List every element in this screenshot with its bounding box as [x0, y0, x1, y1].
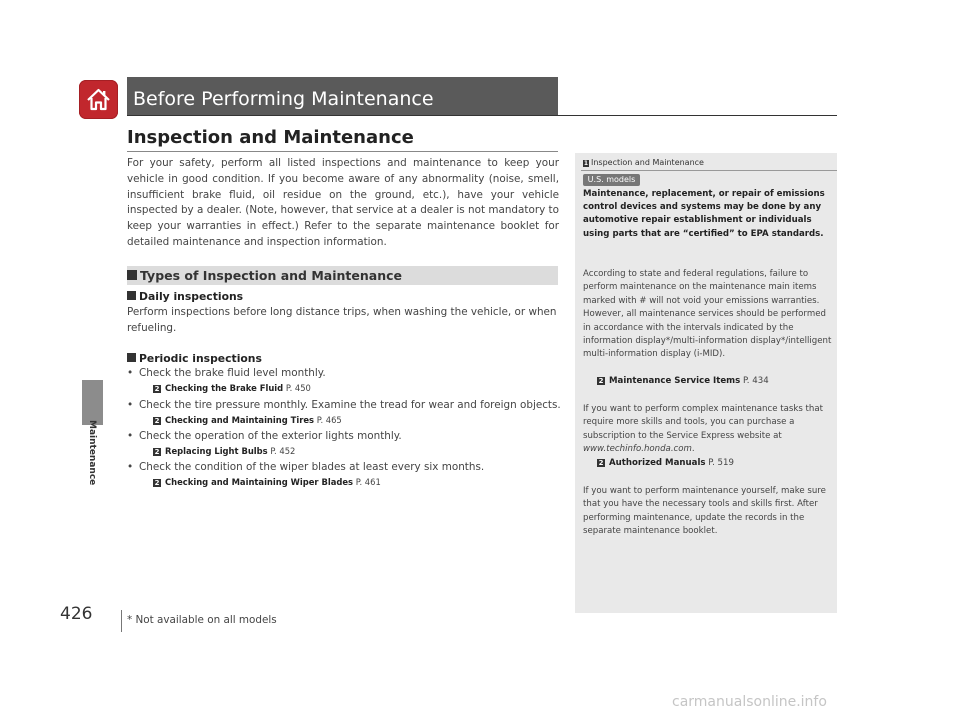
reference-arrow-icon: 2: [598, 377, 604, 385]
cross-reference-link[interactable]: [597, 458, 734, 468]
watermark: carmanualsonline.info: [672, 694, 827, 710]
reference-arrow-icon: 2: [154, 448, 160, 456]
website-link[interactable]: www.techinfo.honda.com: [583, 444, 692, 455]
reference-title: Authorized Manuals: [609, 458, 706, 468]
list-item-text: Check the tire pressure monthly. Examine the tread for wear and foreign objects.: [139, 399, 561, 411]
reference-title: Maintenance Service Items: [609, 376, 741, 386]
cross-reference-link[interactable]: [153, 477, 381, 487]
list-item: [127, 430, 402, 442]
list-item-text: Check the operation of the exterior lights monthly.: [139, 430, 402, 442]
reference-arrow-icon: 2: [598, 459, 604, 467]
list-item: [127, 399, 561, 411]
intro-paragraph: For your safety, perform all listed inspections and maintenance to keep your vehicle in good condition. If you become aware of any abnormality (noise, smell, insufficient brake fluid, oil residue on the ground, etc.), have your vehicle inspected by a dealer. (Note, however, that service at a dealer is not mandatory to keep your warranties in effect.) Refer to the separate maintenance booklet for detailed maintenance and inspection information.: [127, 157, 559, 248]
chapter-title: Before Performing Maintenance: [133, 88, 434, 110]
list-item: [127, 367, 326, 379]
daily-inspections-heading: [127, 290, 243, 303]
daily-inspections-text: Perform inspections before long distance trips, when washing the vehicle, or when refueling.: [127, 306, 557, 334]
side-note-paragraph-text: If you want to perform complex maintenance tasks that require more skills and tools, you can purchase a subscription to the Service Express website at: [583, 404, 823, 441]
reference-arrow-icon: 2: [154, 479, 160, 487]
bullet-dot-icon: •: [127, 399, 134, 411]
periodic-heading-text: Periodic inspections: [139, 352, 262, 365]
footnote: * Not available on all models: [127, 614, 277, 626]
reference-page: P. 450: [285, 383, 311, 393]
list-item-text: Check the condition of the wiper blades at least every six months.: [139, 461, 485, 473]
reference-page: P. 465: [316, 415, 342, 425]
reference-title: Checking the Brake Fluid: [165, 383, 284, 393]
reference-arrow-icon: 2: [154, 385, 160, 393]
cross-reference-link[interactable]: [153, 446, 295, 456]
side-note-title: [583, 158, 704, 167]
reference-title: Checking and Maintaining Tires: [165, 415, 315, 425]
section-title: Inspection and Maintenance: [127, 127, 414, 148]
side-note-divider: [581, 170, 837, 171]
home-icon: [85, 86, 112, 113]
section-divider: [127, 151, 558, 152]
cross-reference-link[interactable]: [153, 383, 311, 393]
cross-reference-link[interactable]: [153, 415, 342, 425]
reference-page: P. 452: [270, 446, 296, 456]
reference-title: Replacing Light Bulbs: [165, 446, 268, 456]
footnote-divider: [121, 610, 122, 632]
list-item-text: Check the brake fluid level monthly.: [139, 367, 326, 379]
reference-page: P. 461: [355, 477, 381, 487]
home-button[interactable]: [79, 80, 118, 119]
side-note-title-text: Inspection and Maintenance: [591, 158, 704, 167]
reference-arrow-icon: 2: [154, 417, 160, 425]
sidebar-chapter-label: Maintenance: [87, 420, 97, 486]
chapter-tab[interactable]: [82, 380, 103, 425]
reference-page: P. 519: [708, 458, 734, 468]
subsection-heading-text: Types of Inspection and Maintenance: [140, 268, 402, 283]
square-bullet-icon: [127, 353, 136, 362]
side-note-paragraph: If you want to perform maintenance yourself, make sure that you have the necessary tools and skills first. After performing maintenance, update the records in the separate maintenance booklet.: [583, 486, 826, 537]
side-note-paragraph: If you want to perform complex maintenance tasks that require more skills and tools, you can purchase a subscription to the Service Express website at www.techinfo.honda.com.: [583, 404, 823, 455]
bullet-dot-icon: •: [127, 367, 134, 379]
reference-title: Checking and Maintaining Wiper Blades: [165, 477, 354, 487]
chapter-divider: [127, 115, 837, 116]
reference-page: P. 434: [742, 376, 769, 386]
side-note-emphasis: Maintenance, replacement, or repair of emissions control devices and systems may be done by any automotive repair establishment or individuals using parts that are “certified” to EPA standards.: [583, 189, 825, 239]
note-marker-icon: 1: [583, 160, 589, 167]
daily-heading-text: Daily inspections: [139, 290, 244, 303]
page-number: 426: [60, 604, 93, 624]
cross-reference-link[interactable]: [597, 376, 769, 386]
models-badge: U.S. models: [583, 174, 640, 186]
list-item: [127, 461, 484, 473]
square-bullet-icon: [127, 291, 136, 300]
bullet-dot-icon: •: [127, 430, 134, 442]
square-bullet-icon: [127, 270, 137, 280]
periodic-inspections-heading: [127, 352, 262, 365]
bullet-dot-icon: •: [127, 461, 134, 473]
side-note-paragraph: According to state and federal regulations, failure to perform maintenance on the maintenance main items marked with # will not void your emissions warranties. However, all maintenance services should be performed in accordance with the intervals indicated by the information display*/multi-information display*/intelligent multi-information display (i-MID).: [583, 269, 832, 360]
subsection-heading: [127, 266, 402, 285]
